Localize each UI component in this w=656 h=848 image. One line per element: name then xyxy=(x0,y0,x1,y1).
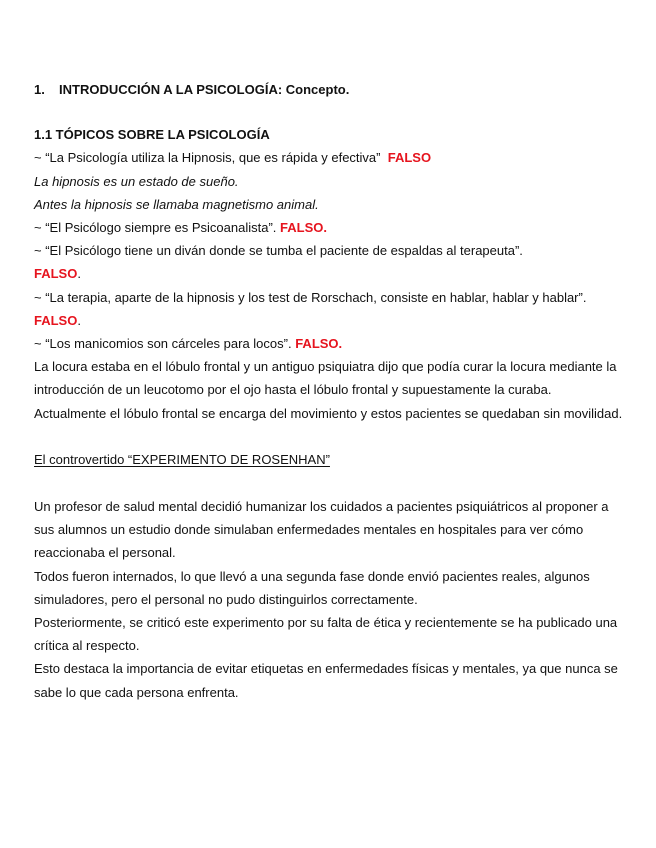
section-title-text: INTRODUCCIÓN A LA PSICOLOGÍA: Concepto. xyxy=(59,82,350,97)
verdict-false: FALSO xyxy=(34,312,78,328)
experiment-title: El controvertido “EXPERIMENTO DE ROSENHAN” xyxy=(34,451,330,467)
paragraph-frontal-lobe: Actualmente el lóbulo frontal se encarga del movimiento y estos pacientes se quedaban sin movilidad. xyxy=(34,405,623,421)
topic-couch-suffix: . xyxy=(77,266,81,282)
paragraph-lobotomy: La locura estaba en el lóbulo frontal y un antiguo psiquiatra dijo que podía curar la locura mediante la introducción de un leucotomo por el ojo hasta el lóbulo frontal y supuestamente la curaba. xyxy=(34,359,617,398)
topic-therapy-talk-text: ~ “La terapia, aparte de la hipnosis y los test de Rorschach, consiste en hablar, hablar y hablar”. xyxy=(34,289,587,305)
topic-therapy-talk xyxy=(34,286,624,332)
verdict-false: FALSO. xyxy=(295,336,343,352)
experiment-paragraph: Esto destaca la importancia de evitar etiquetas en enfermedades físicas y mentales, ya que nunca se sabe lo que cada persona enfrenta. xyxy=(34,661,618,700)
experiment-paragraph: Un profesor de salud mental decidió humanizar los cuidados a pacientes psiquiátricos al proponer a sus alumnos un estudio donde simulaban enfermedades mentales en hospitales para ver cómo reaccionaba el personal. xyxy=(34,499,609,561)
topic-hypnosis-spacer xyxy=(381,150,388,165)
topic-asylums xyxy=(34,332,624,355)
topic-asylums-text: ~ “Los manicomios son cárceles para locos”. xyxy=(34,336,296,352)
section-title xyxy=(34,78,624,101)
subsection-title: 1.1 TÓPICOS SOBRE LA PSICOLOGÍA xyxy=(34,127,270,143)
section-number: 1. xyxy=(34,82,45,97)
topic-couch xyxy=(34,239,624,285)
topic-psychoanalyst-text: ~ “El Psicólogo siempre es Psicoanalista”. xyxy=(34,220,281,236)
experiment-paragraph: Todos fueron internados, lo que llevó a una segunda fase donde envió pacientes reales, algunos simuladores, pero el personal no pudo distinguirlos correctamente. xyxy=(34,568,590,607)
topic-hypnosis xyxy=(34,146,624,169)
note-hypnosis-sleep: La hipnosis es un estado de sueño. xyxy=(34,173,239,189)
verdict-false: FALSO xyxy=(387,150,432,166)
topic-psychoanalyst xyxy=(34,216,624,239)
topic-therapy-talk-suffix: . xyxy=(77,312,81,328)
verdict-false: FALSO. xyxy=(280,220,327,236)
document-page xyxy=(34,78,624,704)
experiment-paragraph: Posteriormente, se criticó este experimento por su falta de ética y recientemente se ha publicado una crítica al respecto. xyxy=(34,615,618,654)
verdict-false: FALSO xyxy=(34,266,78,282)
note-animal-magnetism: Antes la hipnosis se llamaba magnetismo animal. xyxy=(34,196,319,212)
topic-couch-text: ~ “El Psicólogo tiene un diván donde se tumba el paciente de espaldas al terapeuta”. xyxy=(34,243,523,259)
topic-hypnosis-text: ~ “La Psicología utiliza la Hipnosis, que es rápida y efectiva” xyxy=(34,150,381,166)
